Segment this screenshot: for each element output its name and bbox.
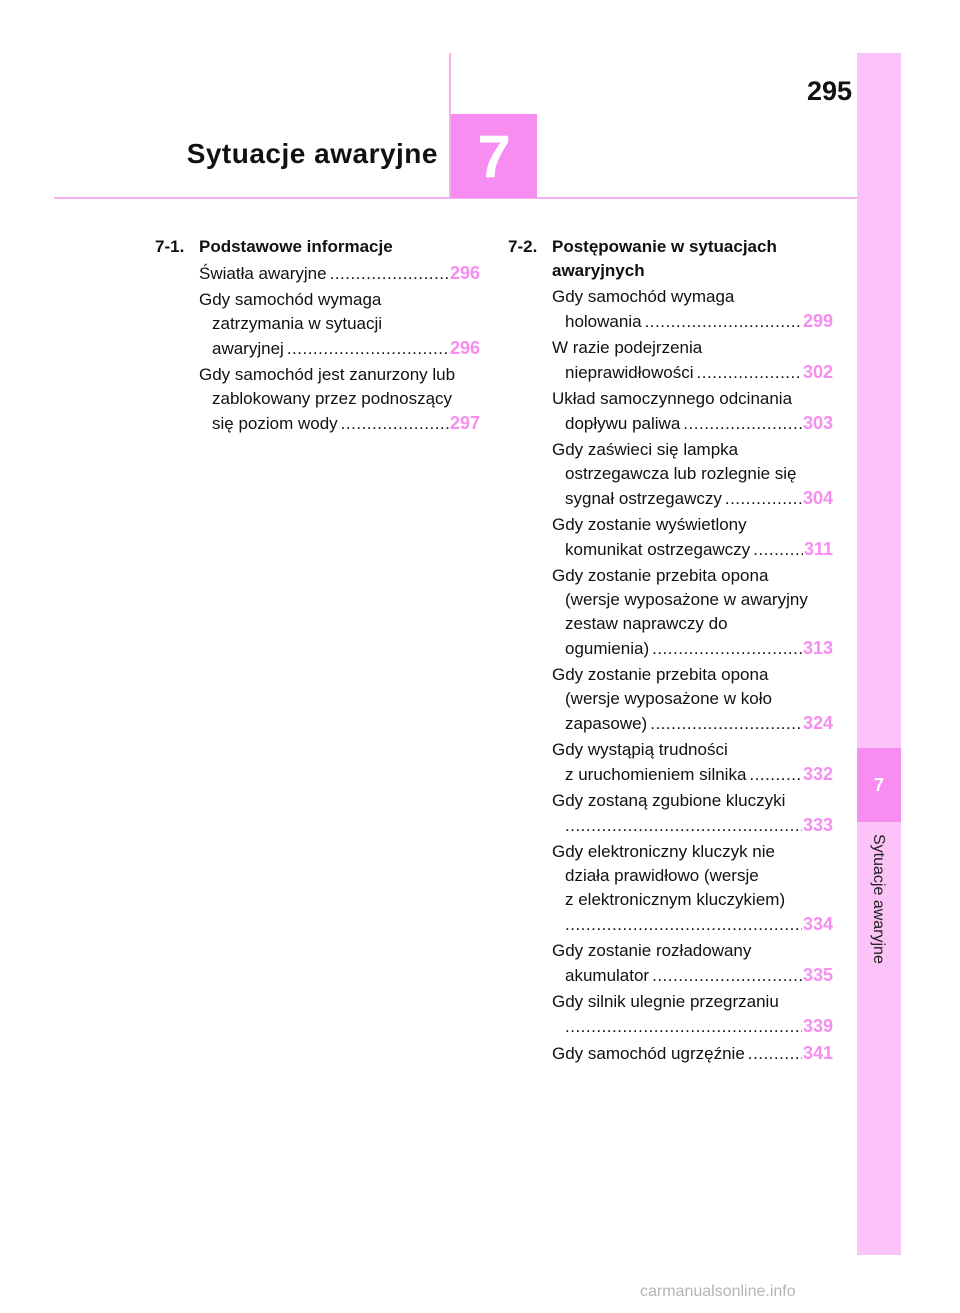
section-heading [155,235,480,259]
leader-dots [652,637,802,661]
toc-page-link[interactable]: 333 [802,815,833,835]
toc-page-link[interactable]: 296 [449,338,480,358]
toc-entry[interactable] [552,285,833,334]
leader-dots [565,814,802,838]
toc-entry-text: komunikat ostrzegawczy [565,540,751,559]
toc-entry-text: Światła awaryjne [199,264,327,283]
toc-entry[interactable] [199,288,480,361]
toc-page-link[interactable]: 304 [802,488,833,508]
chapter-number-badge: 7 [451,114,537,198]
toc-page-link[interactable]: 302 [802,362,833,382]
toc-entry-text: (wersje wyposażone w awaryjny [565,590,808,609]
leader-dots [697,361,802,385]
toc-page-link[interactable]: 324 [802,713,833,733]
toc-entry-text: Gdy zaświeci się lampka [552,440,739,459]
toc-entry-text: Gdy zostaną zgubione kluczyki [552,791,786,810]
toc-page-link[interactable]: 296 [449,263,480,283]
toc-column-left [155,235,480,436]
toc-entry-text: Gdy samochód ugrzęźnie [552,1044,745,1063]
toc-entry-text: ogumienia) [565,639,650,658]
section-title: Postępowanie w sytuacjach awaryjnych [552,237,777,280]
leader-dots [725,487,802,511]
toc-entry[interactable] [552,939,833,988]
toc-entry-last-line [552,636,833,661]
toc-page-link[interactable]: 313 [802,638,833,658]
chapter-title: Sytuacje awaryjne [186,138,438,169]
toc-entry-last-line [552,912,833,937]
toc-entry[interactable] [552,840,833,937]
toc-entry-last-line [552,309,833,334]
toc-entry-text: zestaw naprawczy do [565,614,728,633]
toc-entry-last-line [552,813,833,838]
toc-entry-text: zatrzymania w sytuacji [212,314,383,333]
toc-entry[interactable] [552,564,833,661]
side-tab-label [863,834,893,984]
toc-entry-last-line [552,411,833,436]
toc-entry-last-line [552,537,833,562]
toc-entry-text: działa prawidłowo (wersje [565,866,759,885]
footer-watermark: carmanualsonline.info [640,1283,796,1300]
toc-entry-text: Gdy samochód wymaga [199,290,382,309]
toc-entry-text: zablokowany przez podnoszący [212,389,453,408]
leader-dots [287,337,449,361]
toc-page-link[interactable]: 299 [802,311,833,331]
toc-page-link[interactable]: 334 [802,914,833,934]
toc-entry-last-line [552,963,833,988]
section-title: Podstawowe informacje [199,237,393,256]
leader-dots [650,712,802,736]
toc-entry-text: Gdy zostanie przebita opona [552,566,769,585]
leader-dots [748,1042,802,1066]
toc-entry-text: Gdy silnik ulegnie przegrzaniu [552,992,779,1011]
section-number: 7-2. [508,237,538,256]
page-number: 295 [806,76,852,106]
toc-entry-text: dopływu paliwa [565,414,681,433]
toc-entry[interactable] [552,789,833,838]
toc-entry-text: z uruchomieniem silnika [565,765,747,784]
toc-page-link[interactable]: 341 [802,1043,833,1063]
side-tab-chapter-number[interactable]: 7 [857,748,901,822]
toc-entry[interactable] [199,261,480,286]
toc-entry-last-line [199,261,480,286]
toc-entry-text: Gdy elektroniczny kluczyk nie [552,842,775,861]
toc-entry-last-line [552,1041,833,1066]
toc-entry-text: nieprawidłowości [565,363,694,382]
toc-entry-text: ostrzegawcza lub rozlegnie się [565,464,797,483]
toc-entry-last-line [199,411,480,436]
toc-entry[interactable] [552,336,833,385]
toc-entry[interactable] [552,663,833,736]
toc-page-link[interactable]: 335 [802,965,833,985]
leader-dots [652,964,802,988]
toc-page-link[interactable]: 303 [802,413,833,433]
toc-entry-text: holowania [565,312,642,331]
toc-entry-text: Gdy samochód jest zanurzony lub [199,365,456,384]
toc-entry[interactable] [552,990,833,1039]
leader-dots [645,310,802,334]
toc-entry[interactable] [552,1041,833,1066]
toc-entry[interactable] [552,438,833,511]
toc-page-link[interactable]: 339 [802,1016,833,1036]
toc-entry-text: (wersje wyposażone w koło [565,689,772,708]
toc-entry-text: się poziom wody [212,414,338,433]
leader-dots [565,913,802,937]
toc-entry-text: Układ samoczynnego odcinania [552,389,793,408]
toc-entry-text: Gdy zostanie przebita opona [552,665,769,684]
toc-page-link[interactable]: 311 [803,539,833,559]
leader-dots [341,412,449,436]
toc-entry-text: zapasowe) [565,714,648,733]
toc-entry[interactable] [199,363,480,436]
toc-entry-text: sygnał ostrzegawczy [565,489,722,508]
toc-entry-text: z elektronicznym kluczykiem) [565,890,786,909]
side-tab-label-text: Sytuacje awaryjne [870,834,887,964]
toc-entry-last-line [552,486,833,511]
toc-entry-text: Gdy samochód wymaga [552,287,735,306]
toc-entry-text: akumulator [565,966,650,985]
leader-dots [683,412,802,436]
chapter-side-tab [857,53,901,1255]
leader-dots [749,763,802,787]
toc-entry-text: W razie podejrzenia [552,338,703,357]
section-heading [508,235,833,283]
toc-entry-last-line [552,360,833,385]
toc-entry[interactable] [552,738,833,787]
toc-entry-last-line [552,1014,833,1039]
toc-entry-last-line [199,336,480,361]
toc-column-right [508,235,833,1066]
toc-entry-last-line [552,762,833,787]
section-number: 7-1. [155,237,185,256]
leader-dots [753,538,803,562]
leader-dots [330,262,449,286]
toc-entry-text: Gdy wystąpią trudności [552,740,728,759]
toc-entry-text: Gdy zostanie wyświetlony [552,515,747,534]
toc-entry[interactable] [552,387,833,436]
toc-entry-last-line [552,711,833,736]
toc-entry[interactable] [552,513,833,562]
leader-dots [565,1015,802,1039]
toc-page-link[interactable]: 332 [802,764,833,784]
toc-entry-text: awaryjnej [212,339,284,358]
toc-page-link[interactable]: 297 [449,413,480,433]
toc-entry-text: Gdy zostanie rozładowany [552,941,752,960]
